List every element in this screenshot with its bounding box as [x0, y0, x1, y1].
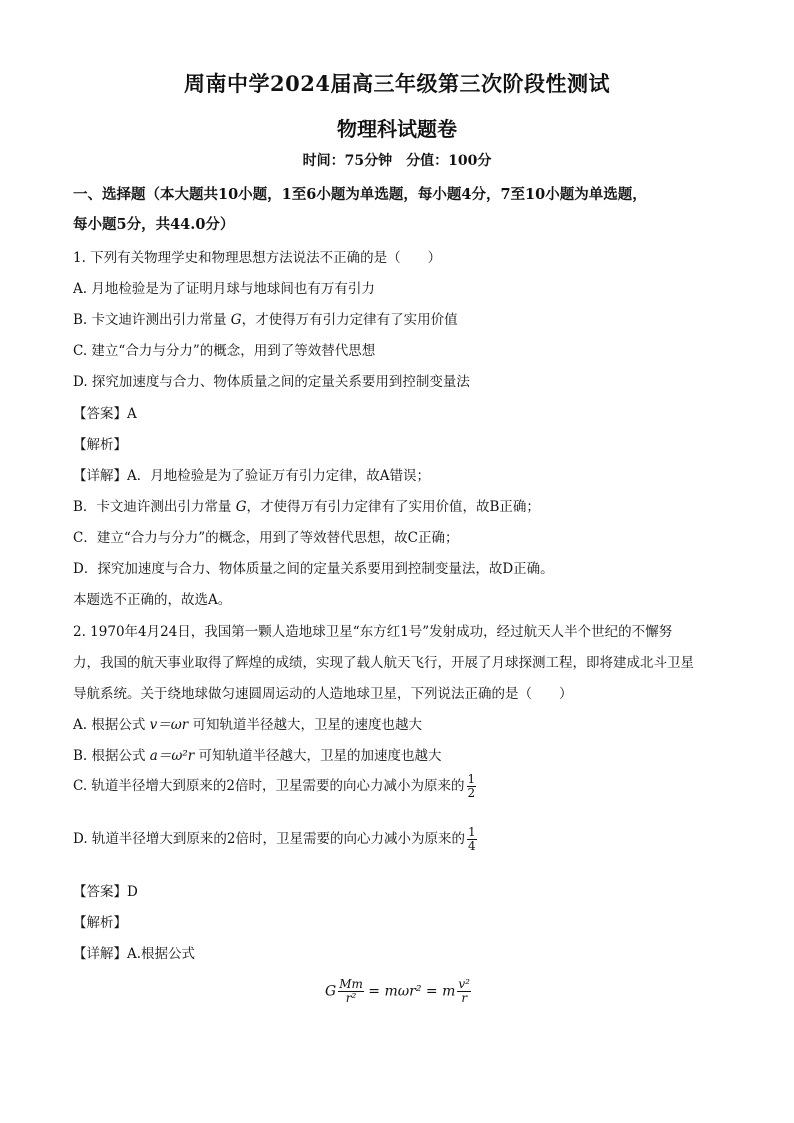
q1-answer: 【答案】A — [73, 406, 137, 422]
q2-option-b: B. 根据公式 a＝ω²r 可知轨道半径越大，卫星的加速度也越大 — [73, 748, 442, 764]
q1-detail-c: C．建立“合力与分力”的概念，用到了等效替代思想，故C正确； — [73, 530, 459, 546]
q2-stem-line1: 2. 1970年4月24日，我国第一颗人造地球卫星“东方红1号”发射成功，经过航天人半个世纪的不懈努 — [73, 624, 673, 640]
q2-stem-line3: 导航系统。关于绕地球做匀速圆周运动的人造地球卫星，下列说法正确的是（ ） — [73, 686, 573, 702]
q2-option-c: C. 轨道半径增大到原来的2倍时，卫星需要的向心力减小为原来的 $\frac{1}{2}$ — [73, 772, 476, 800]
q1-stem: 1. 下列有关物理学史和物理思想方法说法不正确的是（ ） — [73, 250, 442, 266]
q1-option-c: C. 建立“合力与分力”的概念，用到了等效替代思想 — [73, 343, 376, 359]
q1-analysis-label: 【解析】 — [73, 437, 127, 453]
fraction-one-half: $\frac{1}{2}$ — [467, 772, 476, 800]
q1-detail-b: B．卡文迪许测出引力常量 G，才使得万有引力定律有了实用价值，故B正确； — [73, 499, 540, 515]
q2-option-d: D. 轨道半径增大到原来的2倍时，卫星需要的向心力减小为原来的 $\frac{1}{4}$ — [73, 825, 476, 853]
q2-option-a: A. 根据公式 v＝ωr 可知轨道半径越大，卫星的速度也越大 — [73, 717, 423, 733]
q1-detail-a: 【详解】A．月地检验是为了验证万有引力定律，故A错误； — [73, 468, 430, 484]
section-heading-line1: 一、选择题（本大题共10小题，1至6小题为单选题，每小题4分，7至10小题为单选题， — [73, 186, 647, 203]
q2-answer: 【答案】D — [73, 884, 138, 900]
exam-meta: 时间：75分钟 分值：100分 — [302, 153, 492, 169]
q2-detail-a: 【详解】A.根据公式 — [73, 946, 196, 962]
exam-title: 周南中学2024届高三年级第三次阶段性测试 — [184, 71, 610, 96]
section-heading-line2: 每小题5分，共44.0分） — [73, 216, 235, 233]
exam-subtitle: 物理科试题卷 — [337, 117, 457, 141]
fraction-one-quarter: $\frac{1}{4}$ — [468, 825, 476, 853]
q2-stem-line2: 力，我国的航天事业取得了辉煌的成绩，实现了载人航天飞行，开展了月球探测工程，即将建成北斗卫星 — [73, 655, 694, 671]
q1-conclusion: 本题选不正确的，故选A。 — [73, 592, 232, 608]
q1-option-d: D. 探究加速度与合力、物体质量之间的定量关系要用到控制变量法 — [73, 374, 470, 390]
q1-detail-d: D．探究加速度与合力、物体质量之间的定量关系要用到控制变量法，故D正确。 — [73, 561, 554, 577]
q1-option-a: A. 月地检验是为了证明月球与地球间也有万有引力 — [73, 281, 375, 297]
gravitation-formula: G $\frac{Mm}{\text{r²}}$ = mωr² = m $\frac{\text{v²}}{r}$ — [325, 977, 470, 1005]
q2-analysis-label: 【解析】 — [73, 915, 127, 931]
q1-option-b: B. 卡文迪许测出引力常量 G，才使得万有引力定律有了实用价值 — [73, 312, 458, 328]
